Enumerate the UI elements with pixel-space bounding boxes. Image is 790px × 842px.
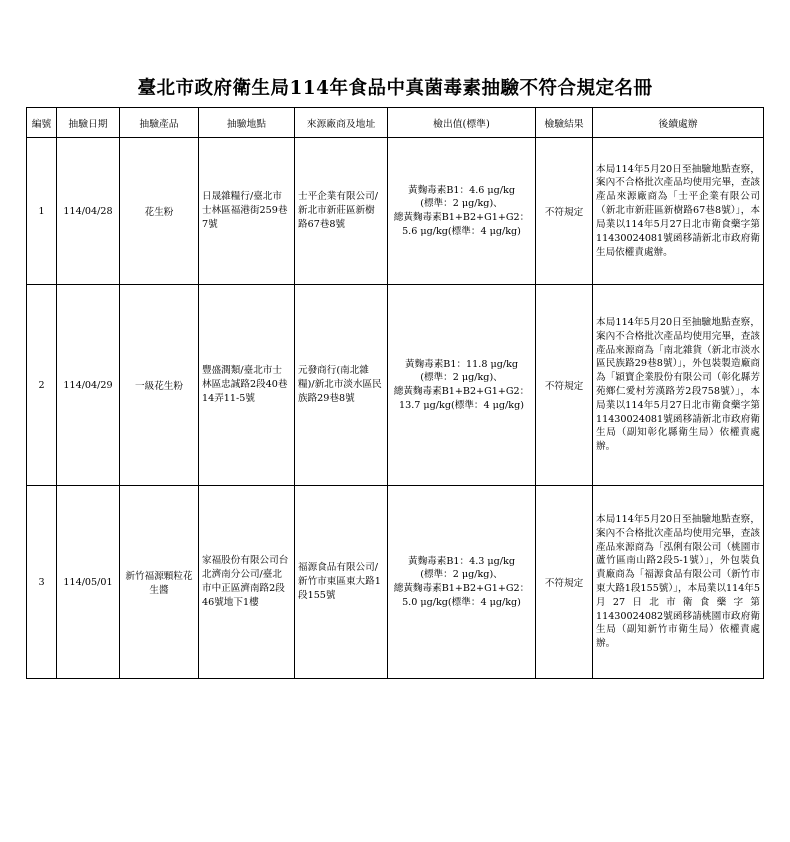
cell-followup: 本局114年5月20日至抽驗地點查察，案內不合格批次產品均使用完畢，查該產品來源廠商為「士平企業有限公司（新北市新莊區新樹路67巷8號）」，本局業以114年5月27日北市衛食藥字第11430024081號函移請新北市政府衛生局依權責處辦。: [593, 138, 764, 285]
cell-followup: 本局114年5月20日至抽驗地點查察，案內不合格批次產品均使用完畢，查該產品來源商為「南北雜貨（新北市淡水區民族路29巷8號）」，外包裝製造廠商為「穎寶企業股份有限公司（彰化縣芳苑鄉仁愛村芳漢路芳2段758號）」，本局業以114年5月27日北市衛食藥字第11430024081號函移請新北市政府衛生局（副知彰化縣衛生局）依權責處辦。: [593, 285, 764, 486]
cell-product: 一級花生粉: [120, 285, 199, 486]
detect-line: 5.0 μg/kg(標準：4 μg/kg): [402, 596, 521, 608]
detect-line: 5.6 μg/kg(標準：4 μg/kg): [402, 225, 521, 237]
header-result: 檢驗結果: [536, 108, 593, 138]
table-row: [27, 285, 764, 486]
noncompliance-table: [26, 107, 764, 679]
detect-line: (標準：2 μg/kg)、: [420, 569, 503, 581]
cell-source: 士平企業有限公司/新北市新莊區新樹路67巷8號: [295, 138, 388, 285]
detect-line: 黃麴毒素B1：11.8 μg/kg: [404, 358, 519, 370]
header-product: 抽驗產品: [120, 108, 199, 138]
detect-line: (標準：2 μg/kg)、: [420, 372, 503, 384]
header-source: 來源廠商及地址: [295, 108, 388, 138]
detect-line: 總黃麴毒素B1+B2+G1+G2：: [393, 212, 530, 223]
cell-detect: [388, 138, 536, 285]
cell-date: 114/04/28: [57, 138, 120, 285]
cell-source: 元發商行(南北雜糧)/新北市淡水區民族路29巷8號: [295, 285, 388, 486]
cell-result: 不符規定: [536, 138, 593, 285]
detect-line: 黃麴毒素B1：4.3 μg/kg: [408, 555, 515, 567]
detect-line: (標準：2 μg/kg)、: [420, 198, 503, 210]
header-date: 抽驗日期: [57, 108, 120, 138]
cell-product: 新竹福源顆粒花生醬: [120, 486, 199, 679]
cell-detect: [388, 285, 536, 486]
detect-line: 黃麴毒素B1：4.6 μg/kg: [408, 184, 515, 196]
cell-source: 福源食品有限公司/新竹市東區東大路1段155號: [295, 486, 388, 679]
page-title: 臺北市政府衛生局114年食品中真菌毒素抽驗不符合規定名冊: [137, 78, 653, 99]
cell-location: 豐盛潤類/臺北市士林區忠誠路2段40巷14弄11-5號: [199, 285, 295, 486]
table-row: [27, 486, 764, 679]
cell-no: 2: [27, 285, 57, 486]
cell-followup: 本局114年5月20日至抽驗地點查察，案內不合格批次產品均使用完畢，查該產品來源商為「泓俐有限公司（桃園市蘆竹區南山路2段5-1號）」，外包裝負責廠商為「福源食品有限公司（新竹市東大路1段155號）」，本局業以114年5月27日北市衛食藥字第11430024082號函移請桃園市政府衛生局（副知新竹市衛生局）依權責處辦。: [593, 486, 764, 679]
header-no: 編號: [27, 108, 57, 138]
header-location: 抽驗地點: [199, 108, 295, 138]
table-header-row: [27, 108, 764, 138]
header-followup: 後續處辦: [593, 108, 764, 138]
table-row: [27, 138, 764, 285]
detect-line: 13.7 μg/kg(標準：4 μg/kg): [399, 399, 524, 411]
cell-result: 不符規定: [536, 285, 593, 486]
cell-detect: [388, 486, 536, 679]
header-detect: 檢出值(標準): [388, 108, 536, 138]
cell-product: 花生粉: [120, 138, 199, 285]
cell-no: 1: [27, 138, 57, 285]
cell-location: 日晟雜糧行/臺北市士林區福港街259巷7號: [199, 138, 295, 285]
cell-date: 114/05/01: [57, 486, 120, 679]
cell-no: 3: [27, 486, 57, 679]
detect-line: 總黃麴毒素B1+B2+G1+G2：: [393, 386, 530, 397]
detect-line: 總黃麴毒素B1+B2+G1+G2：: [393, 583, 530, 594]
cell-result: 不符規定: [536, 486, 593, 679]
cell-location: 家福股份有限公司台北濟南分公司/臺北市中正區濟南路2段46號地下1樓: [199, 486, 295, 679]
cell-date: 114/04/29: [57, 285, 120, 486]
